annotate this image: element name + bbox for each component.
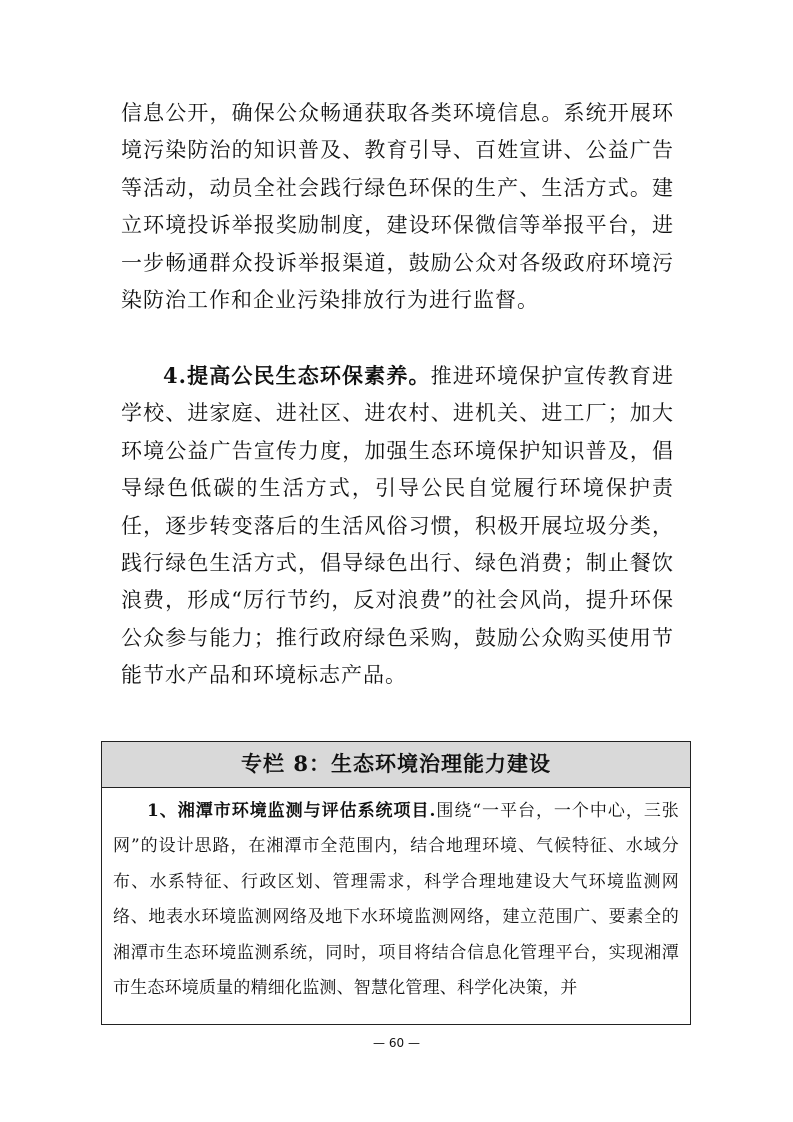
paragraph-2-text: 推进环境保护宣传教育进学校、进家庭、进社区、进农村、进机关、进工厂；加大环境公益广告宣传力度，加强生态环境保护知识普及，倡导绿色低碳的生活方式，引导公民自觉履行环境保护责任，逐步转变落后的生活风俗习惯，积极开展垃圾分类，践行绿色生活方式，倡导绿色出行、绿色消费；制止餐饮浪费，形成“厉行节约，反对浪费”的社会风尚，提升环保公众参与能力；推行政府绿色采购，鼓励公众购买使用节能节水产品和环境标志产品。 bbox=[121, 364, 675, 688]
page-number: — 60 — bbox=[373, 1036, 420, 1050]
body-paragraph-1: 信息公开，确保公众畅通获取各类环境信息。系统开展环境污染防治的知识普及、教育引导、百姓宣讲、公益广告等活动，动员全社会践行绿色环保的生产、生活方式。建立环境投诉举报奖励制度，建设环保微信等举报平台，进一步畅通群众投诉举报渠道，鼓励公众对各级政府环境污染防治工作和企业污染排放行为进行监督。 bbox=[121, 101, 674, 313]
paragraph-2-heading: 4.提高公民生态环保素养。 bbox=[163, 363, 431, 388]
body-paragraph-2 bbox=[121, 357, 674, 695]
sidebar-box bbox=[101, 741, 691, 1025]
box-item-text: 围绕“一平台，一个中心，三张网”的设计思路，在湘潭市全范围内，结合地理环境、气候特征、水域分布、水系特征、行政区划、管理需求，科学合理地建设大气环境监测网络、地表水环境监测网络及地下水环境监测网络，建立范围广、要素全的湘潭市生态环境监测系统，同时，项目将结合信息化管理平台，实现湘潭市生态环境质量的精细化监测、智慧化管理、科学化决策，并 bbox=[113, 801, 679, 999]
box-title: 专栏 8：生态环境治理能力建设 bbox=[102, 742, 690, 788]
box-item-heading: 1、湘潭市环境监测与评估系统项目. bbox=[147, 801, 436, 821]
box-body bbox=[102, 788, 690, 1006]
